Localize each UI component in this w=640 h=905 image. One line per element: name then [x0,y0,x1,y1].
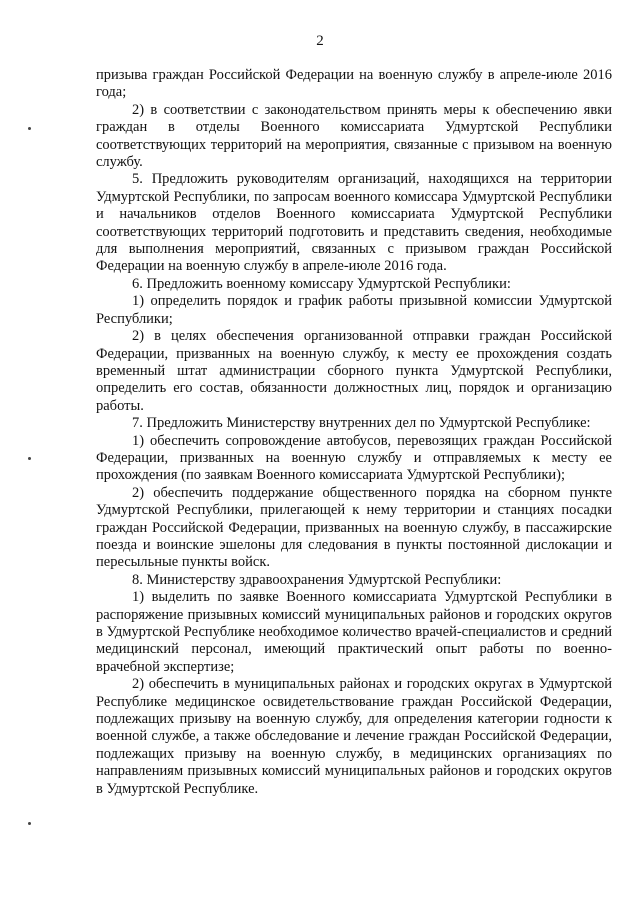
scan-mark [28,822,31,825]
document-body [96,67,612,798]
paragraph: 2) в соответствии с законодательством принять меры к обеспечению явки граждан в отделы Военного комиссариата Удмуртской Республики соответствующих территорий на мероприятия, связанные с призывом на военную службу. [96,101,612,171]
paragraph: 1) определить порядок и график работы призывной комиссии Удмуртской Республики; [96,293,612,327]
paragraph: 8. Министерству здравоохранения Удмуртской Республики: [132,571,502,588]
paragraph: призыва граждан Российской Федерации на военную службу в апреле-июле 2016 года; [96,67,612,101]
paragraph: 1) обеспечить сопровождение автобусов, перевозящих граждан Российской Федерации, призванных на военную службу и отправляемых к месту ее прохождения (по заявкам Военного комиссариата Удмуртской Республики); [96,432,612,484]
paragraph: 2) обеспечить в муниципальных районах и городских округах в Удмуртской Республике медицинское освидетельствование граждан Российской Федерации, подлежащих призыву на военную службу, для определения категории годности к военной службе, а также обследование и лечение граждан Российской Федерации, подлежащих призыву на военную службу, в медицинских организациях по направлениям призывных комиссий муниципальных районов и городских округов в Удмуртской Республике. [96,676,612,797]
scan-mark [28,127,31,130]
paragraph: 6. Предложить военному комиссару Удмуртской Республики: [132,275,511,292]
scan-mark [28,457,31,460]
page-number: 2 [316,33,324,49]
paragraph: 2) обеспечить поддержание общественного порядка на сборном пункте Удмуртской Республики, прилегающей к нему территории и станциях посадки граждан Российской Федерации, призванных на военную службу, в пассажирские поезда и воинские эшелоны для следования в пункты постоянной дислокации и пересыльные пункты войск. [96,484,612,571]
paragraph: 2) в целях обеспечения организованной отправки граждан Российской Федерации, призванных на военную службу, к месту ее прохождения создать временный штат администрации сборного пункта Удмуртской Республики, определить его состав, обязанности должностных лиц, порядок и организацию работы. [96,328,612,414]
paragraph: 1) выделить по заявке Военного комиссариата Удмуртской Республики в распоряжение призывных комиссий муниципальных районов и городских округов в Удмуртской Республике необходимое количество врачей-специалистов и средний медицинский персонал, имеющий практический опыт работы по военно-врачебной экспертизе; [96,589,612,675]
paragraph: 7. Предложить Министерству внутренних дел по Удмуртской Республике: [132,415,591,432]
paragraph: 5. Предложить руководителям организаций, находящихся на территории Удмуртской Республики, по запросам военного комиссара Удмуртской Республики и начальников отделов Военного комиссариата Удмуртской Республики соответствующих территорий подготовить и представить сведения, необходимые для выполнения мероприятий, связанных с призывом граждан Российской Федерации на военную службу в апреле-июле 2016 года. [96,171,612,275]
